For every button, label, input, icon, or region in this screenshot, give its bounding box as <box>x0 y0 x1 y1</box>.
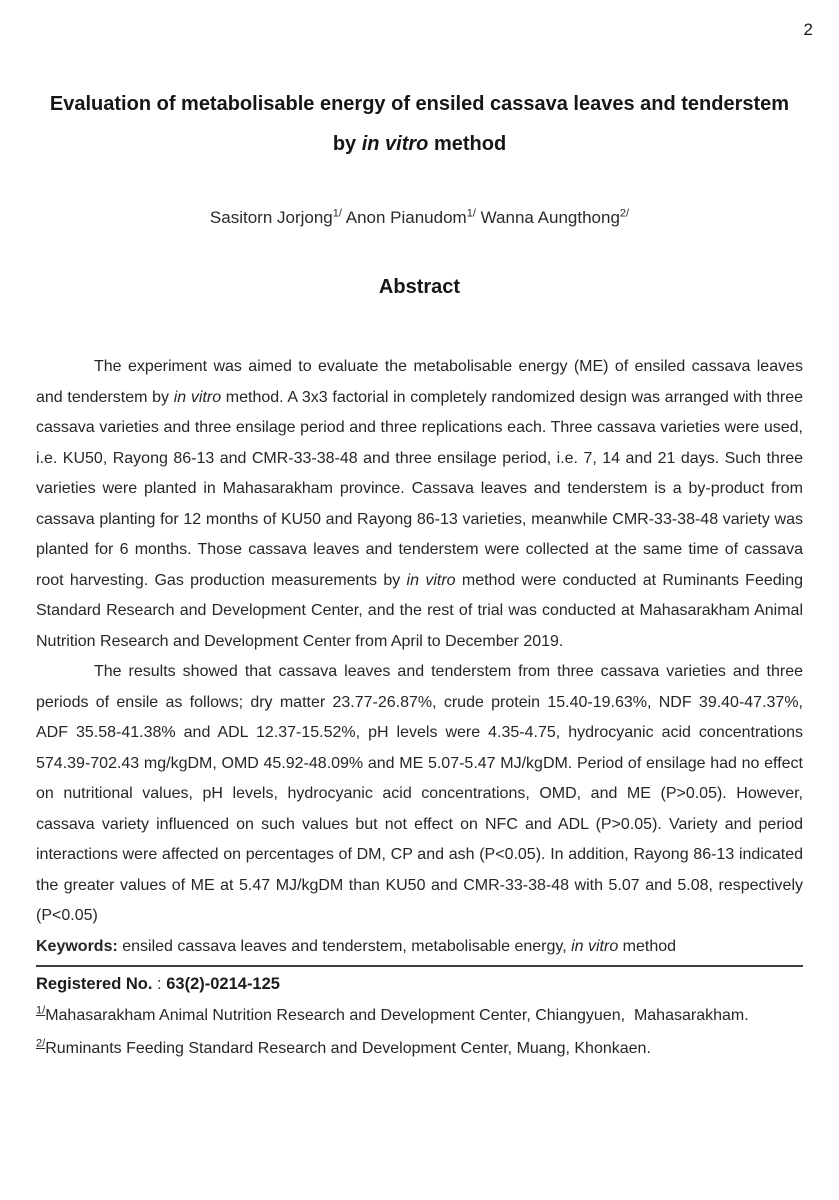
title-line2-post: method <box>428 133 507 155</box>
footnote-1-marker: 1/ <box>36 1004 46 1017</box>
authors-line <box>0 206 839 229</box>
keywords-italic: in vitro <box>571 937 619 955</box>
abstract-paragraph-2: The results showed that cassava leaves and tenderstem from three cassava varieties and three periods of ensile as follows; dry matter 23.77-26.87%, crude protein 15.40-19.63%, NDF 39.40-47.37%, ADF 35.58-41.38% and ADL 12.37-15.52%, pH levels were 4.35-4.75, hydrocyanic acid concentrations 574.39-702.43 mg/kgDM, OMD 45.92-48.09% and ME 5.07-5.47 MJ/kgDM. Period of ensilage had no effect on nutritional values, pH levels, hydrocyanic acid concentrations, OMD, and ME (P>0.05). However, cassava variety influenced on such values but not effect on NFC and ADL (P>0.05). Variety and period interactions were affected on percentages of DM, CP and ash (P<0.05). In addition, Rayong 86-13 indicated the greater values of ME at 5.47 MJ/kgDM than KU50 and CMR-33-38-48 with 5.07 and 5.08, respectively (P<0.05) <box>36 663 803 924</box>
registered-line <box>36 969 803 999</box>
page-number: 2 <box>803 20 813 39</box>
keywords-text: ensiled cassava leaves and tenderstem, metabolisable energy, <box>117 937 572 955</box>
footnote-1-text: Mahasarakham Animal Nutrition Research and Development Center, Chiangyuen, Mahasarakham. <box>45 1007 749 1024</box>
paper-title <box>36 0 803 164</box>
author-name: Wanna Aungthong <box>480 208 620 227</box>
author-superscript: 1/ <box>466 207 476 220</box>
registered-separator: : <box>152 975 167 993</box>
footnote-2-marker: 2/ <box>36 1037 46 1050</box>
keywords-suffix: method <box>618 937 677 955</box>
footnote-1 <box>36 999 803 1032</box>
p1-seg1: The experiment was aimed to evaluate the metabolisable energy (ME) of ensiled cassava leaves and tenderstem by <box>36 358 803 406</box>
footnote-2-text: Ruminants Feeding Standard Research and Development Center, Muang, Khonkaen. <box>45 1040 651 1057</box>
p1-italic2: in vitro <box>406 571 456 589</box>
registered-label: Registered No. <box>36 975 153 993</box>
author-name: Sasitorn Jorjong <box>209 208 333 227</box>
keywords-label: Keywords: <box>36 937 118 955</box>
paper-title-line1: Evaluation of metabolisable energy of ensiled cassava leaves and tenderstem <box>49 93 790 115</box>
keywords-line <box>36 932 803 963</box>
abstract-paragraph-1 <box>36 352 803 657</box>
author-name: Anon Pianudom <box>345 208 467 227</box>
title-line2-pre: by <box>332 133 362 155</box>
footnote-2 <box>36 1032 803 1065</box>
author-superscript: 2/ <box>619 207 630 220</box>
p1-seg3: method were conducted at Ruminants Feeding Standard Research and Development Center, and the rest of trial was conducted at Mahasarakham Animal Nutrition Research and Development Center from April to December 2019. <box>36 571 803 650</box>
registered-number: 63(2)-0214-125 <box>166 975 280 993</box>
p1-seg2: method. A 3x3 factorial in completely randomized design was arranged with three cassava varieties and three ensilage period and three replications each. Three cassava varieties were used, i.e. KU50, Rayong 86-13 and CMR-33-38-48 and three ensilage period, i.e. 7, 14 and 21 days. Such three varieties were planted in Mahasarakham province. Cassava leaves and tenderstem is a by-product from cassava planting for 12 months of KU50 and Rayong 86-13 varieties, meanwhile CMR-33-38-48 variety was planted for 6 months. Those cassava leaves and tenderstem were collected at the same time of cassava root harvesting. Gas production measurements by <box>36 388 804 589</box>
abstract-body <box>36 352 803 1065</box>
paper-title-line2 <box>36 124 803 164</box>
separator-rule <box>36 965 803 967</box>
title-line2-italic: in vitro <box>361 133 429 155</box>
p1-italic1: in vitro <box>173 388 222 406</box>
author-superscript: 1/ <box>332 207 342 220</box>
abstract-heading: Abstract <box>378 276 461 298</box>
